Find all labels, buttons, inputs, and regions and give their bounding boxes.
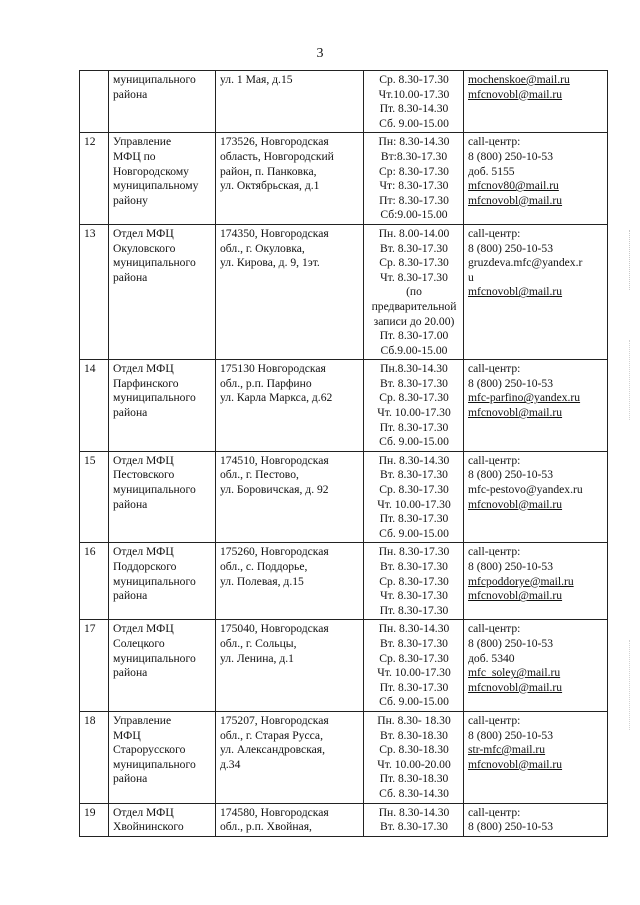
- office-hours-line: Пн. 8.30- 18.30: [377, 713, 451, 727]
- office-hours-line: Сб. 9.00-15.00: [379, 695, 449, 709]
- office-name-line: муниципальному: [113, 179, 199, 193]
- office-hours-line: Ср. 8.30-17.30: [379, 651, 449, 665]
- office-name: [109, 224, 216, 359]
- email-link[interactable]: mfcnovobl@mail.ru: [468, 680, 563, 694]
- office-name-line: муниципального: [113, 391, 196, 405]
- office-name: [109, 711, 216, 803]
- office-name-line: района: [113, 497, 148, 511]
- office-contacts: [464, 224, 608, 359]
- office-name-line: района: [113, 87, 148, 101]
- contact-line: call-центр:: [468, 226, 521, 240]
- office-hours-line: Чт.10.00-17.30: [378, 87, 450, 101]
- office-hours-line: записи до 20.00): [373, 314, 455, 328]
- contact-line: call-центр:: [468, 453, 521, 467]
- table-row: [80, 620, 608, 712]
- office-name-line: Управление: [113, 713, 172, 727]
- office-hours-line: Ср. 8.30-17.30: [379, 574, 449, 588]
- contact-line: 8 (800) 250-10-53: [468, 820, 554, 834]
- office-contacts: [464, 620, 608, 712]
- contact-line: call-центр:: [468, 545, 521, 559]
- office-hours-line: Сб.9.00-15.00: [380, 343, 448, 357]
- office-name-line: Отдел МФЦ: [113, 362, 174, 376]
- contact-line: call-центр:: [468, 135, 521, 149]
- contact-line: call-центр:: [468, 713, 521, 727]
- office-name-line: Отдел МФЦ: [113, 453, 174, 467]
- office-address-line: обл., г. Старая Русса,: [220, 728, 323, 742]
- office-address-line: обл., г. Пестово,: [220, 468, 299, 482]
- office-hours-line: Пн. 8.30-17.30: [378, 545, 450, 559]
- contact-line: доб. 5340: [468, 651, 515, 665]
- office-address: [216, 543, 364, 620]
- office-hours: [364, 803, 464, 836]
- office-hours-line: Сб. 9.00-15.00: [379, 526, 449, 540]
- office-name-line: Управление: [113, 135, 172, 149]
- office-address-line: 175130 Новгородская: [220, 362, 326, 376]
- office-address-line: обл., р.п. Парфино: [220, 376, 312, 390]
- office-name-line: муниципального: [113, 483, 196, 497]
- contact-line: 8 (800) 250-10-53: [468, 468, 554, 482]
- office-name-line: Хвойнинского: [113, 820, 184, 834]
- office-contacts: [464, 803, 608, 836]
- office-name: [109, 803, 216, 836]
- office-hours-line: Вт. 8.30-17.30: [380, 241, 448, 255]
- contact-line: call-центр:: [468, 362, 521, 376]
- office-name-line: муниципального: [113, 574, 196, 588]
- table-body: [80, 71, 608, 837]
- office-name-line: муниципального: [113, 651, 196, 665]
- email-link[interactable]: mfc-parfino@yandex.ru: [468, 391, 581, 405]
- office-name-line: Новгородскому: [113, 164, 189, 178]
- email-link[interactable]: mfcpoddorye@mail.ru: [468, 574, 574, 588]
- office-name-line: муниципального: [113, 256, 196, 270]
- office-address-line: ул. Александровская,: [220, 743, 326, 757]
- office-name-line: муниципального: [113, 73, 196, 86]
- office-hours-line: Пт. 8.30-17.30: [379, 603, 449, 617]
- office-address-line: 174510, Новгородская: [220, 453, 329, 467]
- office-hours-line: Ср. 8.30-17.30: [379, 73, 449, 86]
- office-address-line: ул. Кирова, д. 9, 1эт.: [220, 256, 320, 270]
- office-address: [216, 360, 364, 452]
- office-hours-line: Пн. 8.30-14.30: [378, 805, 450, 819]
- office-hours-line: Ср. 8.30-17.30: [379, 483, 449, 497]
- office-hours-line: Ср: 8.30-17.30: [379, 164, 449, 178]
- office-name-line: Старорусского: [113, 743, 186, 757]
- office-hours: [364, 543, 464, 620]
- table-row: [80, 711, 608, 803]
- contact-line: доб. 5155: [468, 164, 515, 178]
- table-row: [80, 133, 608, 225]
- office-hours: [364, 620, 464, 712]
- scan-artifact: [629, 340, 638, 420]
- row-number: 12: [80, 133, 109, 225]
- office-contacts: [464, 71, 608, 133]
- office-address-line: обл., с. Поддорье,: [220, 560, 308, 573]
- office-address-line: 174350, Новгородская: [220, 226, 329, 240]
- office-name-line: Пестовского: [113, 468, 175, 482]
- office-name-line: района: [113, 270, 148, 284]
- office-address: [216, 451, 364, 543]
- contact-line: call-центр:: [468, 622, 521, 636]
- office-address-line: 175207, Новгородская: [220, 713, 329, 727]
- office-name-line: Парфинского: [113, 376, 179, 390]
- office-name-line: района: [113, 589, 148, 603]
- office-hours-line: Ср. 8.30-17.30: [379, 256, 449, 270]
- office-name-line: МФЦ: [113, 728, 141, 742]
- row-number: 18: [80, 711, 109, 803]
- office-hours-line: Сб. 8.30-14.30: [379, 786, 449, 800]
- row-number: 13: [80, 224, 109, 359]
- office-name-line: району: [113, 193, 148, 207]
- office-address-line: 175260, Новгородская: [220, 545, 329, 559]
- office-hours-line: Вт. 8.30-17.30: [380, 376, 448, 390]
- office-name-line: Отдел МФЦ: [113, 805, 174, 819]
- office-hours-line: Сб:9.00-15.00: [380, 208, 448, 222]
- table-row: [80, 803, 608, 836]
- office-contacts: [464, 543, 608, 620]
- office-name: [109, 71, 216, 133]
- office-address: [216, 620, 364, 712]
- office-address-line: ул. Боровичская, д. 92: [220, 483, 329, 497]
- table-row: [80, 224, 608, 359]
- office-address-line: ул. Ленина, д.1: [220, 651, 294, 665]
- office-hours-line: Чт. 10.00-17.30: [377, 406, 451, 420]
- office-name-line: района: [113, 406, 148, 420]
- office-name-line: Отдел МФЦ: [113, 226, 174, 240]
- scan-artifact: [629, 230, 638, 290]
- office-address: [216, 224, 364, 359]
- email-link[interactable]: mfc_soley@mail.ru: [468, 666, 561, 680]
- office-contacts: [464, 360, 608, 452]
- office-hours-line: Вт:8.30-17.30: [380, 149, 448, 163]
- office-hours-line: Чт. 10.00-20.00: [377, 757, 451, 771]
- office-hours-line: Ср. 8.30-18.30: [379, 743, 449, 757]
- office-address-line: обл., г. Окуловка,: [220, 241, 305, 255]
- office-address-line: ул. Карла Маркса, д.62: [220, 391, 333, 405]
- office-address-line: 173526, Новгородская: [220, 135, 329, 149]
- office-hours-line: Вт. 8.30-17.30: [380, 560, 448, 573]
- office-hours-line: Чт. 8.30-17.30: [380, 589, 448, 603]
- email-link[interactable]: mfcnovobl@mail.ru: [468, 406, 563, 420]
- office-contacts: [464, 711, 608, 803]
- office-hours: [364, 360, 464, 452]
- office-name-line: МФЦ по: [113, 149, 156, 163]
- table-row: [80, 451, 608, 543]
- office-address-line: район, п. Панковка,: [220, 164, 317, 178]
- row-number: 17: [80, 620, 109, 712]
- office-hours: [364, 711, 464, 803]
- office-name: [109, 133, 216, 225]
- contact-line: 8 (800) 250-10-53: [468, 728, 554, 742]
- table-row: [80, 543, 608, 620]
- email-link[interactable]: mfcnov80@mail.ru: [468, 179, 559, 193]
- office-name-line: Окуловского: [113, 241, 176, 255]
- office-address-line: д.34: [220, 757, 241, 771]
- office-address-line: обл., р.п. Хвойная,: [220, 820, 312, 834]
- office-address: [216, 71, 364, 133]
- office-hours: [364, 71, 464, 133]
- office-contacts: [464, 133, 608, 225]
- email-link[interactable]: mfcnovobl@mail.ru: [468, 497, 563, 511]
- office-hours-line: Пн.8.30-14.30: [380, 362, 448, 376]
- table-row: [80, 71, 608, 133]
- office-name-line: Отдел МФЦ: [113, 545, 174, 559]
- contact-line: gruzdeva.mfc@yandex.r: [468, 256, 583, 270]
- office-hours-line: Вт. 8.30-17.30: [380, 636, 448, 650]
- office-address: [216, 133, 364, 225]
- office-hours-line: Пт. 8.30-14.30: [379, 102, 449, 116]
- contact-line: 8 (800) 250-10-53: [468, 636, 554, 650]
- office-hours-line: Чт: 8.30-17.30: [379, 179, 449, 193]
- office-hours-line: Вт. 8.30-18.30: [380, 728, 448, 742]
- contact-line: 8 (800) 250-10-53: [468, 560, 554, 573]
- office-hours-line: Пт. 8.30-17.30: [379, 680, 449, 694]
- email-link[interactable]: mfcnovobl@mail.ru: [468, 193, 563, 207]
- row-number: 14: [80, 360, 109, 452]
- office-hours-line: Ср. 8.30-17.30: [379, 391, 449, 405]
- office-name: [109, 360, 216, 452]
- office-address-line: 175040, Новгородская: [220, 622, 329, 636]
- office-address-line: ул. Октябрьская, д.1: [220, 179, 320, 193]
- office-hours-line: Пт. 8.30-17.00: [379, 329, 449, 343]
- scan-artifact: [629, 640, 638, 730]
- contact-line: mfc-pestovo@yandex.ru: [468, 483, 583, 497]
- office-hours-line: Вт. 8.30-17.30: [380, 820, 448, 834]
- office-name: [109, 620, 216, 712]
- row-number: [80, 71, 109, 133]
- office-hours-line: Пт. 8.30-17.30: [379, 420, 449, 434]
- office-hours-line: Чт. 10.00-17.30: [377, 497, 451, 511]
- office-address-line: ул. 1 Мая, д.15: [220, 73, 293, 86]
- office-hours-line: (по: [406, 285, 422, 299]
- office-hours: [364, 224, 464, 359]
- contact-line: 8 (800) 250-10-53: [468, 149, 554, 163]
- office-contacts: [464, 451, 608, 543]
- table-row: [80, 360, 608, 452]
- office-name-line: района: [113, 666, 148, 680]
- office-hours-line: Пн. 8.30-14.30: [378, 453, 450, 467]
- office-address-line: обл., г. Сольцы,: [220, 636, 297, 650]
- office-hours-line: Сб. 9.00-15.00: [379, 435, 449, 449]
- mfc-offices-table: [79, 70, 608, 837]
- email-link[interactable]: mfcnovobl@mail.ru: [468, 87, 563, 101]
- row-number: 15: [80, 451, 109, 543]
- contact-line: 8 (800) 250-10-53: [468, 376, 554, 390]
- email-link[interactable]: mfcnovobl@mail.ru: [468, 757, 563, 771]
- page-number: 3: [316, 46, 324, 61]
- office-name-line: муниципального: [113, 757, 196, 771]
- office-name: [109, 451, 216, 543]
- contact-line: 8 (800) 250-10-53: [468, 241, 554, 255]
- office-hours-line: Пн. 8.30-14.30: [378, 622, 450, 636]
- office-hours-line: Пт. 8.30-18.30: [379, 772, 449, 786]
- office-name-line: Поддорского: [113, 560, 177, 573]
- office-hours-line: Пн: 8.30-14.30: [378, 135, 450, 149]
- office-hours-line: Пт: 8.30-17.30: [379, 193, 449, 207]
- office-hours-line: Сб. 9.00-15.00: [379, 116, 449, 130]
- office-hours: [364, 451, 464, 543]
- office-name-line: района: [113, 772, 148, 786]
- office-address-line: 174580, Новгородская: [220, 805, 329, 819]
- office-address-line: ул. Полевая, д.15: [220, 574, 304, 588]
- office-hours-line: предварительной: [371, 299, 457, 313]
- office-hours-line: Пт. 8.30-17.30: [379, 512, 449, 526]
- office-name-line: Солецкого: [113, 636, 165, 650]
- row-number: 19: [80, 803, 109, 836]
- email-link[interactable]: mochenskoe@mail.ru: [468, 73, 570, 86]
- office-address-line: область, Новгородский: [220, 149, 334, 163]
- email-link[interactable]: mfcnovobl@mail.ru: [468, 589, 563, 603]
- email-link[interactable]: mfcnovobl@mail.ru: [468, 285, 563, 299]
- office-hours-line: Чт. 8.30-17.30: [380, 270, 448, 284]
- office-address: [216, 711, 364, 803]
- email-link[interactable]: str-mfc@mail.ru: [468, 743, 546, 757]
- office-address: [216, 803, 364, 836]
- office-hours: [364, 133, 464, 225]
- office-name-line: Отдел МФЦ: [113, 622, 174, 636]
- contact-line: call-центр:: [468, 805, 521, 819]
- office-hours-line: Вт. 8.30-17.30: [380, 468, 448, 482]
- office-hours-line: Чт. 10.00-17.30: [377, 666, 451, 680]
- row-number: 16: [80, 543, 109, 620]
- contact-line: u: [468, 270, 474, 284]
- office-hours-line: Пн. 8.00-14.00: [378, 226, 450, 240]
- office-name: [109, 543, 216, 620]
